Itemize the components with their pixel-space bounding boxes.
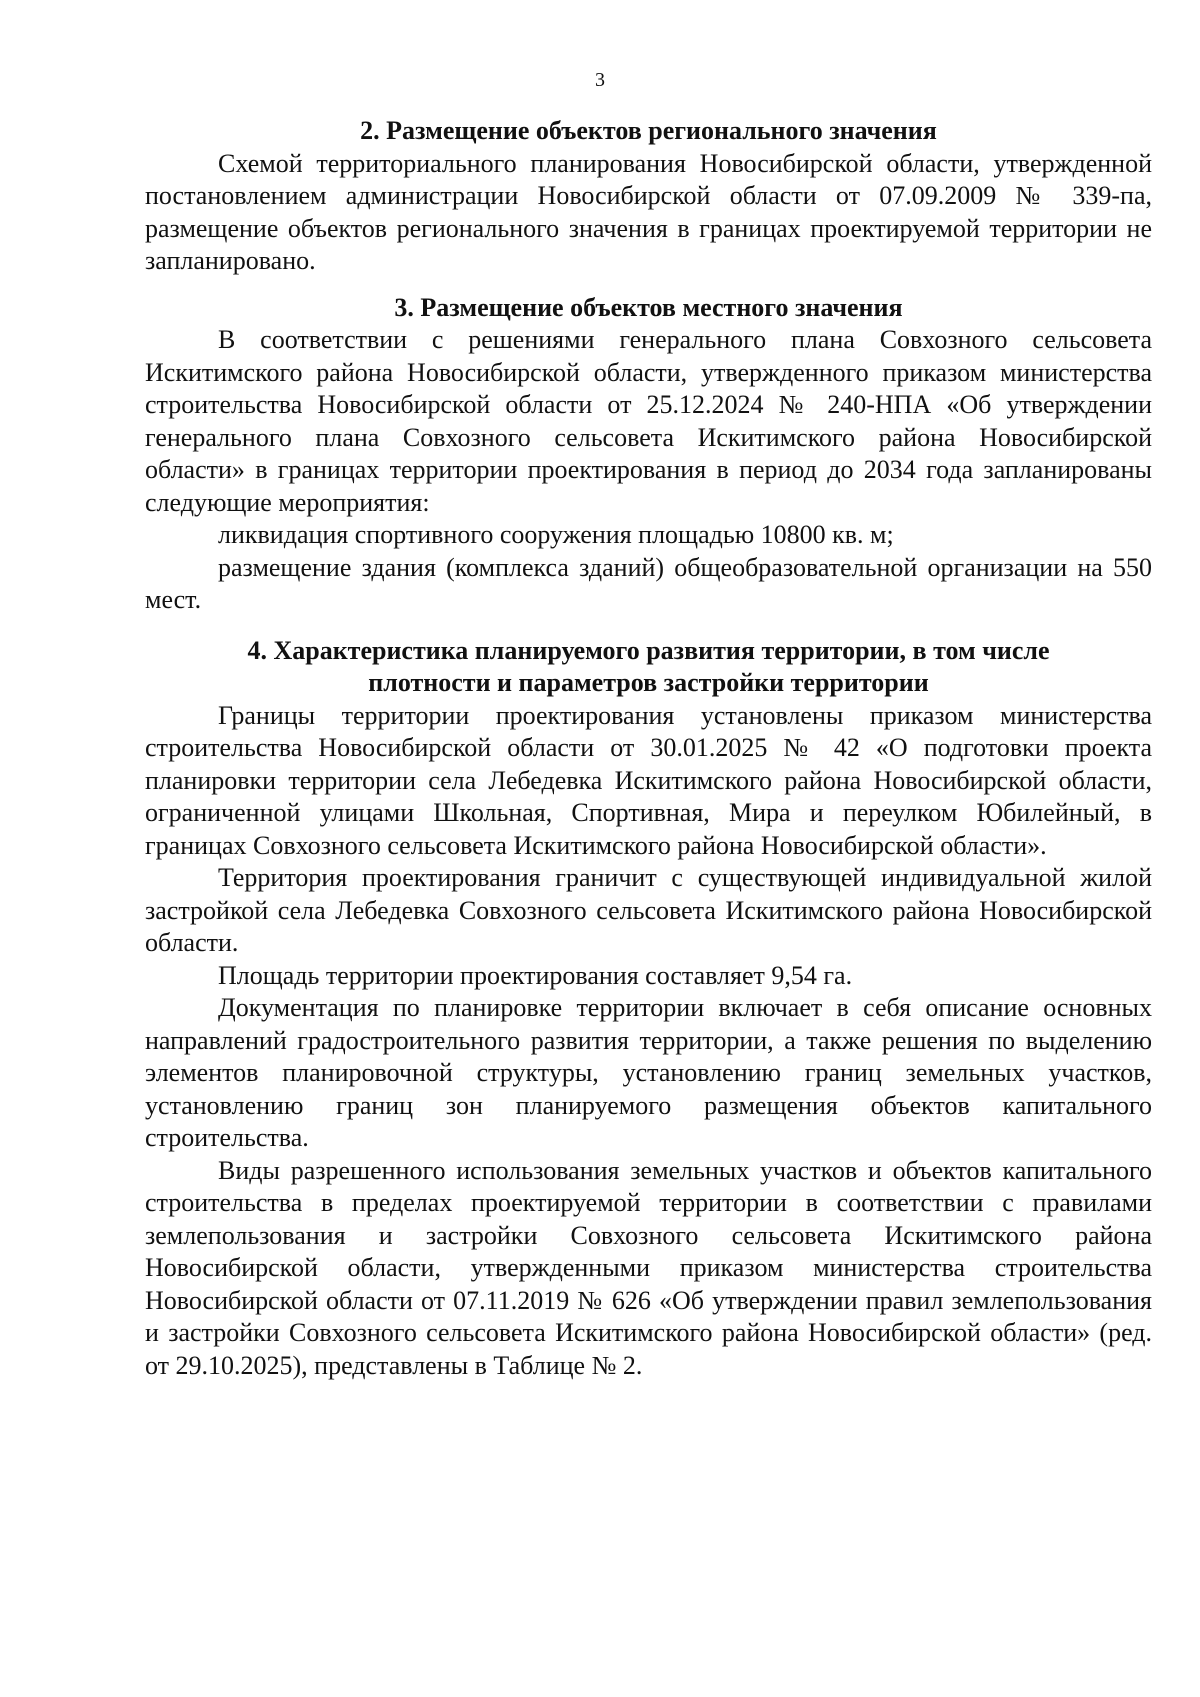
section-heading: 3. Размещение объектов местного значения: [394, 292, 903, 322]
paragraph: Документация по планировке территории включает в себя описание основных направлений градостроительного развития территории, а также решения по выделению элементов планировочной структуры, установлению границ земельных участков, установлению границ зон планируемого размещения объектов капитального строительства.: [145, 993, 1152, 1152]
paragraph: Схемой территориального планирования Новосибирской области, утвержденной постановлением администрации Новосибирской области от 07.09.2009 № 339-па, размещение объектов регионального значения в границах проектируемой территории не запланировано.: [145, 148, 1152, 275]
section-heading: 2. Размещение объектов регионального значения: [360, 116, 937, 145]
paragraph: Территория проектирования граничит с существующей индивидуальной жилой застройкой села Лебедевка Совхозного сельсовета Искитимского района Новосибирской области.: [145, 863, 1152, 957]
section-heading: [145, 635, 1152, 700]
paragraph: Площадь территории проектирования составляет 9,54 га.: [218, 960, 853, 990]
page-number: 3: [595, 69, 605, 91]
document-body: [145, 115, 1152, 1382]
paragraph: Границы территории проектирования установлены приказом министерства строительства Новосибирской области от 30.01.2025 № 42 «О подготовки проекта планировки территории села Лебедевка Искитимского района Новосибирской области, ограниченной улицами Школьная, Спортивная, Мира и переулком Юбилейный, в границах Совхозного сельсовета Искитимского района Новосибирской области».: [145, 700, 1152, 860]
section-heading-line: плотности и параметров застройки территории: [368, 668, 929, 697]
section-local-objects: [145, 292, 1152, 617]
paragraph: Виды разрешенного использования земельных участков и объектов капитального строительства в пределах проектируемой территории в соответствии с правилами землепользования и застройки Совхозного сельсовета Искитимского района Новосибирской области, утвержденными приказом министерства строительства Новосибирской области от 07.11.2019 № 626 «Об утверждении правил землепользования и застройки Совхозного сельсовета Искитимского района Новосибирской области» (ред. от 29.10.2025), представлены в Таблице № 2.: [145, 1155, 1152, 1380]
section-regional-objects: [145, 115, 1152, 278]
section-territory-development: [145, 635, 1152, 1383]
paragraph: ликвидация спортивного сооружения площадью 10800 кв. м;: [218, 520, 894, 549]
paragraph: В соответствии с решениями генерального плана Совхозного сельсовета Искитимского района Новосибирской области, утвержденного приказом министерства строительства Новосибирской области от 25.12.2024 № 240-НПА «Об утверждении генерального плана Совхозного сельсовета Искитимского района Новосибирской области» в границах территории проектирования в период до 2034 года запланированы следующие мероприятия:: [145, 325, 1152, 517]
section-heading-line: 4. Характеристика планируемого развития территории, в том числе: [247, 635, 1050, 665]
paragraph: размещение здания (комплекса зданий) общеобразовательной организации на 550 мест.: [145, 552, 1152, 614]
